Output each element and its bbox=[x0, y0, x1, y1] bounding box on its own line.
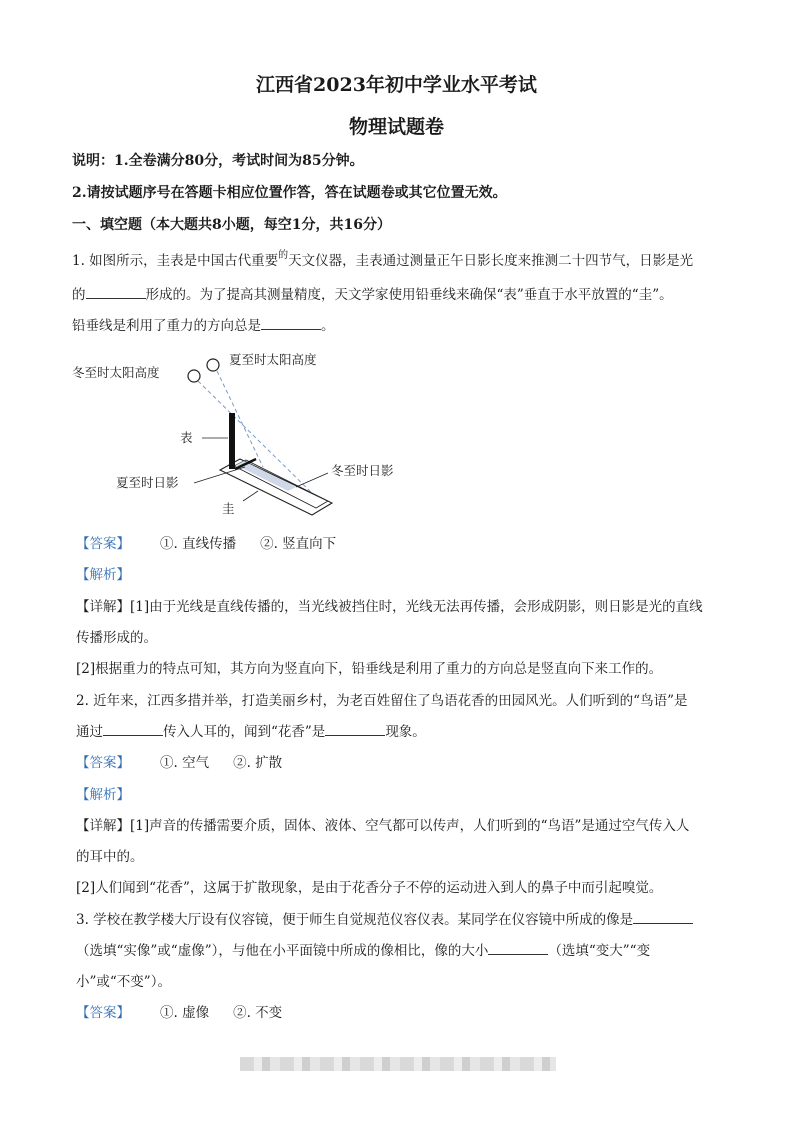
answer-line-2 bbox=[76, 753, 282, 773]
exam-subtitle: 物理试题卷 bbox=[348, 116, 444, 138]
detail-q1-line-2: 传播形成的。 bbox=[76, 630, 157, 646]
summer-sun-label: 夏至时太阳高度 bbox=[229, 352, 317, 367]
summer-sun-circle bbox=[207, 359, 219, 371]
answer-item-1: ①. 空气 bbox=[160, 755, 210, 771]
answer-line-1 bbox=[76, 534, 336, 554]
summer-shadow-label: 夏至时日影 bbox=[116, 475, 179, 490]
biao-label: 表 bbox=[180, 430, 193, 445]
winter-shadow-leader bbox=[296, 473, 328, 487]
answer-item-2: ②. 不变 bbox=[233, 1005, 283, 1021]
answer-label: 【答案】 bbox=[76, 755, 130, 771]
question-2-line-2 bbox=[76, 722, 426, 742]
question-1-text: 铅垂线是利用了重力的方向总是 bbox=[72, 318, 261, 334]
gui-label: 圭 bbox=[222, 501, 235, 516]
detail-q2-line-2: 的耳中的。 bbox=[76, 849, 144, 865]
question-3-line-2 bbox=[76, 941, 650, 961]
question-3-line-1 bbox=[76, 910, 693, 930]
question-2-text-cont: 传入人耳的，闻到“花香”是 bbox=[163, 724, 326, 740]
detail-q1-line-1: 【详解】[1]由于光线是直线传播的，当光线被挡住时，光线无法再传播，会形成阴影，则日影是光的直线 bbox=[76, 599, 703, 615]
answer-blank bbox=[488, 942, 548, 955]
question-3-line-3: 小”或“不变”）。 bbox=[76, 974, 171, 990]
answer-item-1: ①. 直线传播 bbox=[160, 536, 237, 552]
detail-q1-line-3: [2]根据重力的特点可知，其方向为竖直向下，铅垂线是利用了重力的方向总是竖直向下来工作的。 bbox=[76, 661, 663, 677]
question-2-line-1: 2. 近年来，江西多措并举，打造美丽乡村，为老百姓留住了鸟语花香的田园风光。人们听到的“鸟语”是 bbox=[76, 693, 688, 709]
exam-title: 江西省2023年初中学业水平考试 bbox=[256, 74, 537, 96]
answer-line-3 bbox=[76, 1003, 282, 1023]
answer-item-2: ②. 扩散 bbox=[233, 755, 283, 771]
section-heading: 一、填空题（本大题共8小题，每空1分，共16分） bbox=[72, 217, 391, 233]
instructions-line-1: 说明：1.全卷满分80分，考试时间为85分钟。 bbox=[72, 153, 364, 169]
summer-sun-ray bbox=[217, 371, 263, 467]
answer-blank bbox=[103, 723, 163, 736]
instructions-line-2: 2.请按试题序号在答题卡相应位置作答，答在试题卷或其它位置无效。 bbox=[72, 185, 507, 201]
question-1-text-cont: 天文仪器，圭表通过测量正午日影长度来推测二十四节气，日影是光 bbox=[288, 253, 694, 269]
detail-q2-line-3: [2]人们闻到“花香”，这属于扩散现象，是由于花香分子不停的运动进入到人的鼻子中而引起嗅觉。 bbox=[76, 880, 663, 896]
question-1-superscript: 的 bbox=[278, 250, 289, 261]
answer-blank bbox=[633, 911, 693, 924]
question-1-text: 1. 如图所示，圭表是中国古代重要 bbox=[72, 253, 279, 269]
answer-label: 【答案】 bbox=[76, 536, 130, 552]
answer-blank bbox=[261, 317, 321, 330]
question-1-line-3 bbox=[72, 316, 335, 336]
winter-shadow-label: 冬至时日影 bbox=[331, 463, 394, 478]
analysis-label: 【解析】 bbox=[76, 567, 130, 583]
question-3-text: 3. 学校在教学楼大厅设有仪容镜，便于师生自觉规范仪容仪表。某同学在仪容镜中所成的像是 bbox=[76, 912, 634, 928]
question-2-text: 通过 bbox=[76, 724, 103, 740]
gnomon-figure bbox=[60, 345, 440, 525]
winter-sun-circle bbox=[188, 370, 200, 382]
question-3-text: （选填“实像”或“虚像”），与他在小平面镜中所成的像相比，像的大小 bbox=[76, 943, 489, 959]
question-1-line-2 bbox=[72, 285, 673, 305]
answer-item-1: ①. 虚像 bbox=[160, 1005, 210, 1021]
question-1-text: 的 bbox=[72, 287, 86, 303]
question-1-text-cont: 形成的。为了提高其测量精度，天文学家使用铅垂线来确保“表”垂直于水平放置的“圭”。 bbox=[145, 287, 673, 303]
answer-label: 【答案】 bbox=[76, 1005, 130, 1021]
biao-pole bbox=[229, 413, 235, 469]
answer-blank bbox=[86, 286, 146, 299]
blurred-watermark bbox=[240, 1057, 556, 1071]
answer-item-2: ②. 竖直向下 bbox=[260, 536, 337, 552]
detail-q2-line-1: 【详解】[1]声音的传播需要介质，固体、液体、空气都可以传声，人们听到的“鸟语”是通过空气传入人 bbox=[76, 818, 690, 834]
gui-leader bbox=[243, 491, 258, 501]
question-3-text-cont: （选填“变大”“变 bbox=[548, 943, 651, 959]
question-1-line-1 bbox=[72, 251, 693, 273]
question-1-text-end: 。 bbox=[321, 318, 335, 334]
winter-sun-label: 冬至时太阳高度 bbox=[72, 365, 160, 380]
analysis-label: 【解析】 bbox=[76, 787, 130, 803]
question-2-text-end: 现象。 bbox=[385, 724, 426, 740]
answer-blank bbox=[325, 723, 385, 736]
